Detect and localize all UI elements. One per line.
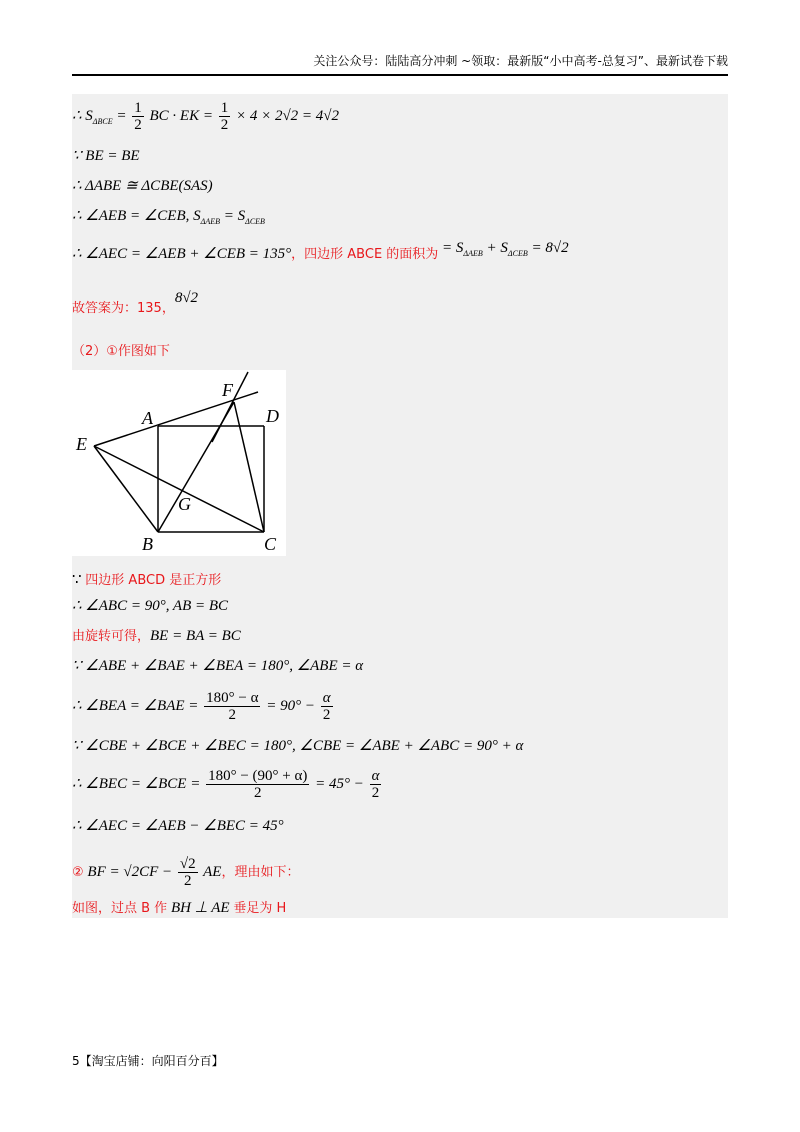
solution-panel <box>72 94 728 918</box>
triangle-abe-sum-line: ∵ ∠ABE + ∠BAE + ∠BEA = 180°, ∠ABE = α <box>72 658 364 674</box>
page-footer: 5【淘宝店铺：向阳百分百】 <box>72 1054 224 1068</box>
perpendicular-line: 如图，过点 B 作 BH ⊥ AE 垂足为 H <box>72 900 287 916</box>
geometry-figure <box>72 370 286 556</box>
angle-bea-line: ∴ ∠BEA = ∠BAE = $\frac{180^\circ - \alpha}{2}$ = 90° − $\frac{\alpha}{2}$ <box>72 690 331 723</box>
segment-EB <box>94 446 158 532</box>
label-C: C <box>264 534 277 554</box>
angle-area-equal-line: ∴ ∠AEB = ∠CEB, $S_{\Delta AEB} = S_{\Delta CEB}$ <box>72 208 265 226</box>
rotation-line: 由旋转可得，BE = BA = BC <box>72 628 241 644</box>
right-angle-line: ∴ ∠ABC = 90°, AB = BC <box>72 598 229 614</box>
geometry-diagram <box>72 370 286 556</box>
angle-bec-line: ∴ ∠BEC = ∠BCE = $\frac{180^\circ - (90^\circ + \alpha)}{2}$ = 45° − $\frac{\alpha}{2}$ <box>72 768 380 801</box>
area-bce-line: ∴ $S_{\Delta BCE}$ = $\frac{1}{2}$ BC · EK = $\frac{1}{2}$ × 4 × 2√2 = 4√2 <box>72 100 340 133</box>
label-D: D <box>266 406 279 426</box>
congruence-line: ∴ ΔABE ≅ ΔCBE(SAS) <box>72 178 213 194</box>
label-E: E <box>76 434 87 454</box>
label-A: A <box>142 408 153 428</box>
bf-relation-line: ② BF = √2CF − $\frac{√2}{2}$ AE，理由如下： <box>72 856 300 889</box>
label-F: F <box>222 380 233 400</box>
segment-EC <box>94 446 264 532</box>
square-statement-line: ∵ 四边形 ABCD 是正方形 <box>72 572 222 588</box>
label-G: G <box>178 494 191 514</box>
part2-heading: （2）①作图如下 <box>72 344 170 359</box>
be-equal-line: ∵ BE = BE <box>72 148 140 164</box>
angle-aec-result-line: ∴ ∠AEC = ∠AEB − ∠BEC = 45° <box>72 818 284 834</box>
answer-line: 故答案为：135，8√2 <box>72 290 199 316</box>
label-B: B <box>142 534 153 554</box>
angle-aec-line: ∴ ∠AEC = ∠AEB + ∠CEB = 135°，四边形 ABCE 的面积为 = $S_{\Delta AEB} + S_{\Delta CEB} = 8√2$ <box>72 240 569 262</box>
triangle-cbe-sum-line: ∵ ∠CBE + ∠BCE + ∠BEC = 180°, ∠CBE = ∠ABE + ∠ABC = 90° + α <box>72 738 524 754</box>
page-header: 关注公众号：陆陆高分冲刺 ~领取：最新版“小中高考-总复习”、最新试卷下载 <box>72 52 728 76</box>
segment-FC <box>234 402 264 532</box>
